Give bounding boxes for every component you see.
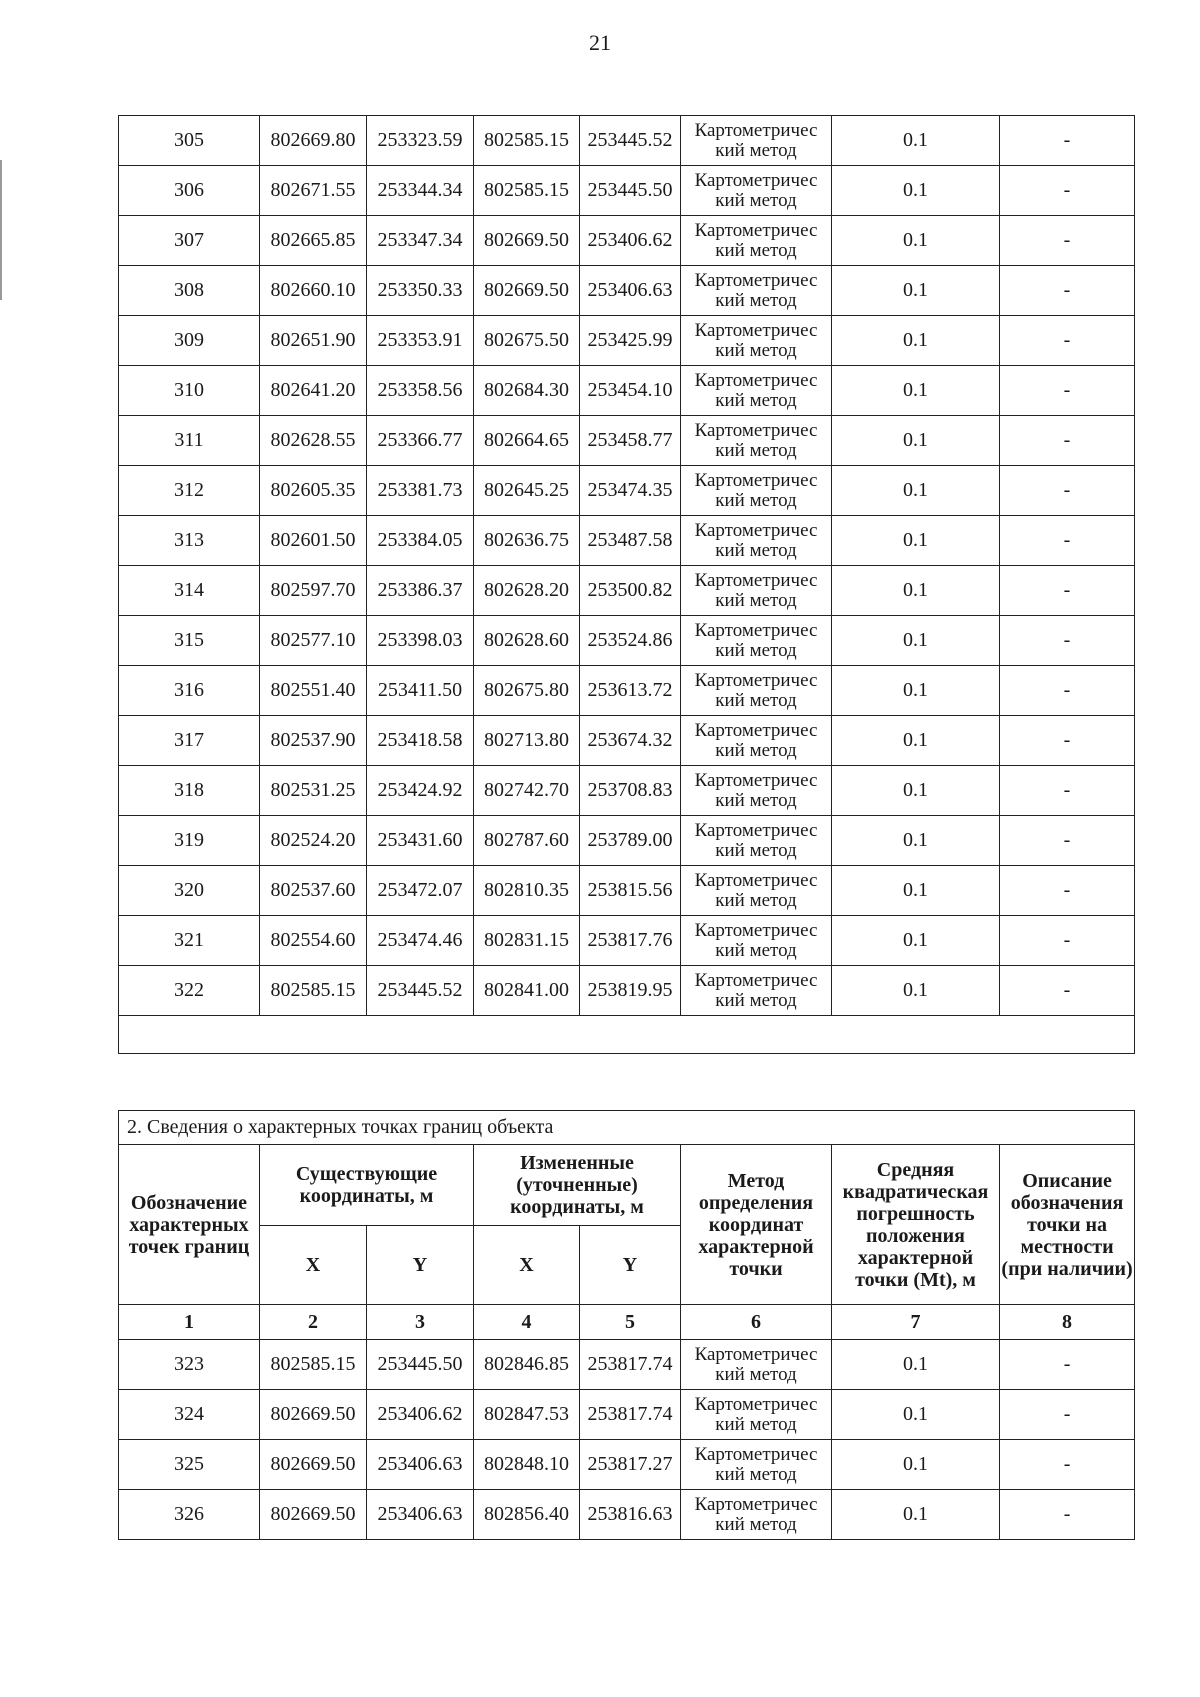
point-number-cell: 305	[119, 116, 260, 166]
changed-y-cell: 253817.74	[580, 1340, 681, 1390]
empty-row	[119, 1016, 1135, 1054]
column-number: 7	[832, 1305, 1000, 1340]
changed-x-cell: 802664.65	[474, 416, 580, 466]
existing-x-cell: 802628.55	[260, 416, 367, 466]
changed-x-cell: 802856.40	[474, 1490, 580, 1540]
method-cell: Картометричес кий метод	[681, 966, 832, 1016]
page-number: 21	[589, 30, 611, 55]
existing-x-cell: 802524.20	[260, 816, 367, 866]
table-row	[119, 466, 1135, 516]
table-row	[119, 566, 1135, 616]
existing-x-cell: 802537.60	[260, 866, 367, 916]
changed-y-cell: 253445.52	[580, 116, 681, 166]
changed-y-cell: 253487.58	[580, 516, 681, 566]
existing-x-cell: 802537.90	[260, 716, 367, 766]
method-cell: Картометричес кий метод	[681, 916, 832, 966]
point-number-cell: 308	[119, 266, 260, 316]
mean-error-cell: 0.1	[832, 316, 1000, 366]
point-number-cell: 309	[119, 316, 260, 366]
table-row	[119, 1440, 1135, 1490]
column-number: 4	[474, 1305, 580, 1340]
point-number-cell: 318	[119, 766, 260, 816]
existing-x-cell: 802651.90	[260, 316, 367, 366]
description-cell: -	[1000, 966, 1135, 1016]
mean-error-cell: 0.1	[832, 166, 1000, 216]
changed-y-cell: 253406.63	[580, 266, 681, 316]
column-number: 6	[681, 1305, 832, 1340]
description-cell: -	[1000, 1340, 1135, 1390]
changed-x-cell: 802585.15	[474, 116, 580, 166]
table-row	[119, 666, 1135, 716]
method-cell: Картометричес кий метод	[681, 116, 832, 166]
method-cell: Картометричес кий метод	[681, 766, 832, 816]
changed-y-cell: 253789.00	[580, 816, 681, 866]
point-number-cell: 313	[119, 516, 260, 566]
existing-y-cell: 253431.60	[367, 816, 474, 866]
description-cell: -	[1000, 266, 1135, 316]
changed-x-cell: 802713.80	[474, 716, 580, 766]
description-cell: -	[1000, 366, 1135, 416]
method-cell: Картометричес кий метод	[681, 666, 832, 716]
existing-y-cell: 253398.03	[367, 616, 474, 666]
description-cell: -	[1000, 316, 1135, 366]
table-row	[119, 816, 1135, 866]
column-number: 5	[580, 1305, 681, 1340]
method-cell: Картометричес кий метод	[681, 366, 832, 416]
existing-y-cell: 253384.05	[367, 516, 474, 566]
description-cell: -	[1000, 166, 1135, 216]
description-cell: -	[1000, 816, 1135, 866]
description-cell: -	[1000, 766, 1135, 816]
existing-y-cell: 253386.37	[367, 566, 474, 616]
method-cell: Картометричес кий метод	[681, 716, 832, 766]
point-number-cell: 312	[119, 466, 260, 516]
point-number-cell: 320	[119, 866, 260, 916]
header-changed-coordinates: Измененные (уточненные) координаты, м	[474, 1145, 681, 1226]
changed-x-cell: 802841.00	[474, 966, 580, 1016]
changed-y-cell: 253524.86	[580, 616, 681, 666]
column-number: 8	[1000, 1305, 1135, 1340]
mean-error-cell: 0.1	[832, 1390, 1000, 1440]
description-cell: -	[1000, 1390, 1135, 1440]
existing-y-cell: 253347.34	[367, 216, 474, 266]
existing-y-cell: 253445.50	[367, 1340, 474, 1390]
existing-y-cell: 253344.34	[367, 166, 474, 216]
point-number-cell: 322	[119, 966, 260, 1016]
point-number-cell: 315	[119, 616, 260, 666]
existing-x-cell: 802669.50	[260, 1490, 367, 1540]
changed-x-cell: 802636.75	[474, 516, 580, 566]
changed-y-cell: 253406.62	[580, 216, 681, 266]
table-row	[119, 966, 1135, 1016]
mean-error-cell: 0.1	[832, 566, 1000, 616]
changed-y-cell: 253454.10	[580, 366, 681, 416]
existing-y-cell: 253472.07	[367, 866, 474, 916]
method-cell: Картометричес кий метод	[681, 466, 832, 516]
header-description: Описание обозначения точки на местности (при наличии)	[1000, 1145, 1135, 1305]
table-row	[119, 766, 1135, 816]
boundary-points-table	[118, 1110, 1135, 1540]
table-row	[119, 716, 1135, 766]
changed-x-cell: 802628.20	[474, 566, 580, 616]
table-row	[119, 516, 1135, 566]
point-number-cell: 325	[119, 1440, 260, 1490]
existing-x-cell: 802605.35	[260, 466, 367, 516]
column-number: 1	[119, 1305, 260, 1340]
mean-error-cell: 0.1	[832, 116, 1000, 166]
existing-y-cell: 253323.59	[367, 116, 474, 166]
existing-x-cell: 802585.15	[260, 966, 367, 1016]
mean-error-cell: 0.1	[832, 666, 1000, 716]
point-number-cell: 310	[119, 366, 260, 416]
changed-y-cell: 253425.99	[580, 316, 681, 366]
mean-error-cell: 0.1	[832, 816, 1000, 866]
changed-y-cell: 253474.35	[580, 466, 681, 516]
existing-y-cell: 253381.73	[367, 466, 474, 516]
method-cell: Картометричес кий метод	[681, 1440, 832, 1490]
changed-y-cell: 253815.56	[580, 866, 681, 916]
method-cell: Картометричес кий метод	[681, 1340, 832, 1390]
changed-y-cell: 253500.82	[580, 566, 681, 616]
table-row	[119, 1390, 1135, 1440]
changed-x-cell: 802669.50	[474, 266, 580, 316]
method-cell: Картометричес кий метод	[681, 1490, 832, 1540]
point-number-cell: 319	[119, 816, 260, 866]
table-row	[119, 866, 1135, 916]
header-point-designation: Обозначение характерных точек границ	[119, 1145, 260, 1305]
existing-x-cell: 802577.10	[260, 616, 367, 666]
method-cell: Картометричес кий метод	[681, 616, 832, 666]
changed-y-cell: 253817.76	[580, 916, 681, 966]
point-number-cell: 311	[119, 416, 260, 466]
changed-y-cell: 253817.74	[580, 1390, 681, 1440]
header-changed-x: X	[474, 1226, 580, 1305]
method-cell: Картометричес кий метод	[681, 866, 832, 916]
existing-x-cell: 802669.80	[260, 116, 367, 166]
method-cell: Картометричес кий метод	[681, 316, 832, 366]
changed-x-cell: 802675.80	[474, 666, 580, 716]
description-cell: -	[1000, 516, 1135, 566]
header-existing-coordinates: Существующие координаты, м	[260, 1145, 474, 1226]
mean-error-cell: 0.1	[832, 616, 1000, 666]
point-number-cell: 314	[119, 566, 260, 616]
changed-x-cell: 802847.53	[474, 1390, 580, 1440]
changed-y-cell: 253817.27	[580, 1440, 681, 1490]
existing-y-cell: 253406.63	[367, 1440, 474, 1490]
mean-error-cell: 0.1	[832, 466, 1000, 516]
column-number: 2	[260, 1305, 367, 1340]
table-row	[119, 316, 1135, 366]
existing-y-cell: 253358.56	[367, 366, 474, 416]
table-row	[119, 366, 1135, 416]
mean-error-cell: 0.1	[832, 266, 1000, 316]
changed-y-cell: 253816.63	[580, 1490, 681, 1540]
mean-error-cell: 0.1	[832, 1340, 1000, 1390]
mean-error-cell: 0.1	[832, 416, 1000, 466]
scan-edge-mark	[0, 160, 2, 300]
changed-y-cell: 253819.95	[580, 966, 681, 1016]
method-cell: Картометричес кий метод	[681, 516, 832, 566]
changed-x-cell: 802848.10	[474, 1440, 580, 1490]
point-number-cell: 324	[119, 1390, 260, 1440]
changed-x-cell: 802628.60	[474, 616, 580, 666]
description-cell: -	[1000, 1440, 1135, 1490]
point-number-cell: 321	[119, 916, 260, 966]
mean-error-cell: 0.1	[832, 916, 1000, 966]
mean-error-cell: 0.1	[832, 716, 1000, 766]
existing-x-cell: 802641.20	[260, 366, 367, 416]
changed-y-cell: 253613.72	[580, 666, 681, 716]
mean-error-cell: 0.1	[832, 216, 1000, 266]
table-row	[119, 116, 1135, 166]
changed-x-cell: 802831.15	[474, 916, 580, 966]
existing-x-cell: 802554.60	[260, 916, 367, 966]
existing-x-cell: 802585.15	[260, 1340, 367, 1390]
table-row	[119, 916, 1135, 966]
existing-y-cell: 253406.62	[367, 1390, 474, 1440]
empty-cell	[119, 1016, 1135, 1054]
table-row	[119, 166, 1135, 216]
existing-y-cell: 253353.91	[367, 316, 474, 366]
point-number-cell: 323	[119, 1340, 260, 1390]
header-method: Метод определения координат характерной точки	[681, 1145, 832, 1305]
method-cell: Картометричес кий метод	[681, 816, 832, 866]
mean-error-cell: 0.1	[832, 516, 1000, 566]
changed-y-cell: 253674.32	[580, 716, 681, 766]
existing-x-cell: 802665.85	[260, 216, 367, 266]
coordinates-table-continued	[118, 115, 1135, 1054]
existing-y-cell: 253424.92	[367, 766, 474, 816]
existing-x-cell: 802669.50	[260, 1440, 367, 1490]
point-number-cell: 326	[119, 1490, 260, 1540]
description-cell: -	[1000, 566, 1135, 616]
description-cell: -	[1000, 616, 1135, 666]
table-row	[119, 216, 1135, 266]
table-row	[119, 266, 1135, 316]
mean-error-cell: 0.1	[832, 866, 1000, 916]
existing-y-cell: 253350.33	[367, 266, 474, 316]
existing-x-cell: 802669.50	[260, 1390, 367, 1440]
description-cell: -	[1000, 916, 1135, 966]
method-cell: Картометричес кий метод	[681, 566, 832, 616]
table-row	[119, 1340, 1135, 1390]
existing-x-cell: 802597.70	[260, 566, 367, 616]
point-number-cell: 307	[119, 216, 260, 266]
table-row	[119, 616, 1135, 666]
changed-x-cell: 802846.85	[474, 1340, 580, 1390]
description-cell: -	[1000, 216, 1135, 266]
description-cell: -	[1000, 666, 1135, 716]
changed-x-cell: 802742.70	[474, 766, 580, 816]
existing-x-cell: 802531.25	[260, 766, 367, 816]
mean-error-cell: 0.1	[832, 766, 1000, 816]
description-cell: -	[1000, 716, 1135, 766]
changed-y-cell: 253445.50	[580, 166, 681, 216]
changed-x-cell: 802669.50	[474, 216, 580, 266]
existing-y-cell: 253406.63	[367, 1490, 474, 1540]
existing-y-cell: 253418.58	[367, 716, 474, 766]
method-cell: Картометричес кий метод	[681, 416, 832, 466]
mean-error-cell: 0.1	[832, 1440, 1000, 1490]
header-existing-y: Y	[367, 1226, 474, 1305]
existing-y-cell: 253474.46	[367, 916, 474, 966]
point-number-cell: 316	[119, 666, 260, 716]
description-cell: -	[1000, 466, 1135, 516]
point-number-cell: 317	[119, 716, 260, 766]
method-cell: Картометричес кий метод	[681, 266, 832, 316]
header-changed-y: Y	[580, 1226, 681, 1305]
header-mean-error: Средняя квадратическая погрешность положения характерной точки (Mt), м	[832, 1145, 1000, 1305]
changed-x-cell: 802645.25	[474, 466, 580, 516]
changed-y-cell: 253458.77	[580, 416, 681, 466]
existing-x-cell: 802601.50	[260, 516, 367, 566]
existing-y-cell: 253411.50	[367, 666, 474, 716]
changed-x-cell: 802585.15	[474, 166, 580, 216]
changed-x-cell: 802675.50	[474, 316, 580, 366]
column-number: 3	[367, 1305, 474, 1340]
existing-x-cell: 802551.40	[260, 666, 367, 716]
description-cell: -	[1000, 866, 1135, 916]
existing-x-cell: 802671.55	[260, 166, 367, 216]
changed-y-cell: 253708.83	[580, 766, 681, 816]
method-cell: Картометричес кий метод	[681, 166, 832, 216]
existing-x-cell: 802660.10	[260, 266, 367, 316]
mean-error-cell: 0.1	[832, 1490, 1000, 1540]
description-cell: -	[1000, 116, 1135, 166]
point-number-cell: 306	[119, 166, 260, 216]
table-row	[119, 1490, 1135, 1540]
method-cell: Картометричес кий метод	[681, 1390, 832, 1440]
method-cell: Картометричес кий метод	[681, 216, 832, 266]
mean-error-cell: 0.1	[832, 966, 1000, 1016]
changed-x-cell: 802810.35	[474, 866, 580, 916]
existing-y-cell: 253445.52	[367, 966, 474, 1016]
existing-y-cell: 253366.77	[367, 416, 474, 466]
header-existing-x: X	[260, 1226, 367, 1305]
description-cell: -	[1000, 1490, 1135, 1540]
table-row	[119, 416, 1135, 466]
changed-x-cell: 802684.30	[474, 366, 580, 416]
description-cell: -	[1000, 416, 1135, 466]
changed-x-cell: 802787.60	[474, 816, 580, 866]
mean-error-cell: 0.1	[832, 366, 1000, 416]
table-caption: 2. Сведения о характерных точках границ объекта	[119, 1111, 1135, 1145]
